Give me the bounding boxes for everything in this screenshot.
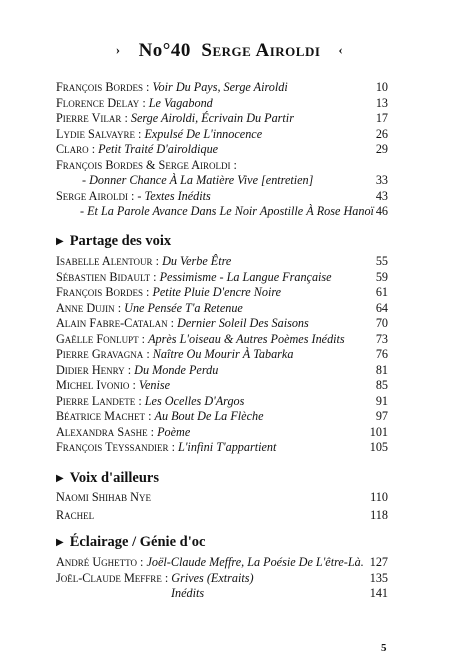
toc-entry[interactable]: - Donner Chance À La Matière Vive [entretien] 33 bbox=[82, 173, 388, 187]
toc-entry[interactable]: Inédits 141 bbox=[171, 586, 388, 600]
left-arrow-icon: › bbox=[115, 42, 121, 57]
toc-entry[interactable]: Anne Dujin : Une Pensée T'a Retenue 64 bbox=[56, 300, 388, 315]
toc-entry[interactable]: Alexandra Sashe : Poème 101 bbox=[56, 424, 388, 439]
section-heading-ailleurs: ▶ Voix d'ailleurs bbox=[56, 470, 160, 486]
toc-entry[interactable]: Rachel 118 bbox=[56, 507, 388, 522]
toc-entry[interactable]: Pierre Vilar : Serge Airoldi, Écrivain Du Partir 17 bbox=[56, 111, 388, 125]
toc-entry[interactable]: Lydie Salvayre : Expulsé De L'innocence 26 bbox=[56, 126, 388, 141]
toc-entry[interactable]: François Bordes : Voir Du Pays, Serge Airoldi 10 bbox=[56, 80, 388, 94]
toc-group-eclairage bbox=[56, 555, 388, 602]
toc-entry[interactable]: Gaëlle Fonlupt : Après L'oiseau & Autres Poèmes Inédits 73 bbox=[56, 331, 388, 346]
issue-number: No°40 bbox=[138, 40, 191, 61]
toc-entry[interactable]: André Ughetto : Joël-Claude Meffre, La Poésie De L'être-Là. 127 bbox=[56, 555, 388, 569]
toc-entry[interactable]: Sébastien Bidault : Pessimisme - La Langue Française 59 bbox=[56, 269, 388, 284]
toc-entry[interactable]: Pierre Gravagna : Naître Ou Mourir À Tabarka 76 bbox=[56, 347, 388, 361]
toc-entry[interactable]: François Bordes : Petite Pluie D'encre Noire 61 bbox=[56, 285, 388, 299]
toc-entry[interactable]: Isabelle Alentour : Du Verbe Être 55 bbox=[56, 254, 388, 268]
toc-entry[interactable]: Pierre Landete : Les Ocelles D'Argos 91 bbox=[56, 393, 388, 408]
toc-entry[interactable]: Florence Delay : Le Vagabond 13 bbox=[56, 95, 388, 110]
toc-entry[interactable]: François Teyssandier : L'infini T'appartient 105 bbox=[56, 440, 388, 454]
triangle-icon: ▶ bbox=[56, 236, 64, 247]
toc-entry[interactable]: Joël-Claude Meffre : Grives (Extraits) 135 bbox=[56, 570, 388, 585]
section-heading-eclairage: ▶ Éclairage / Génie d'oc bbox=[56, 534, 206, 550]
issue-subject: Serge Airoldi bbox=[201, 40, 321, 61]
triangle-icon: ▶ bbox=[56, 537, 64, 548]
toc-entry[interactable]: Serge Airoldi : - Textes Inédits 43 bbox=[56, 188, 388, 203]
page-number: 5 bbox=[381, 642, 387, 654]
toc-group-partage bbox=[56, 254, 388, 456]
toc-entry[interactable]: Michel Ivonio : Venise 85 bbox=[56, 378, 388, 392]
issue-title bbox=[0, 40, 459, 62]
toc-entry[interactable]: Didier Henry : Du Monde Perdu 81 bbox=[56, 362, 388, 377]
toc-entry[interactable]: Alain Fabre-Catalan : Dernier Soleil Des Saisons 70 bbox=[56, 316, 388, 330]
toc-entry[interactable]: François Bordes & Serge Airoldi : bbox=[56, 157, 237, 172]
toc-group-ailleurs bbox=[56, 490, 388, 523]
toc-group-dossier bbox=[56, 80, 388, 220]
triangle-icon: ▶ bbox=[56, 473, 64, 484]
toc-page: 10 bbox=[375, 80, 388, 94]
section-heading-partage: ▶ Partage des voix bbox=[56, 233, 172, 249]
right-arrow-icon: ‹ bbox=[338, 42, 344, 57]
toc-entry[interactable]: Béatrice Machet : Au Bout De La Flèche 97 bbox=[56, 409, 388, 423]
toc-entry[interactable]: - Et La Parole Avance Dans Le Noir Apostille À Rose Hanoï 46 bbox=[80, 204, 388, 218]
toc-entry[interactable]: Claro : Petit Traité D'airoldique 29 bbox=[56, 142, 388, 156]
toc-entry[interactable]: Naomi Shihab Nye 110 bbox=[56, 490, 388, 504]
